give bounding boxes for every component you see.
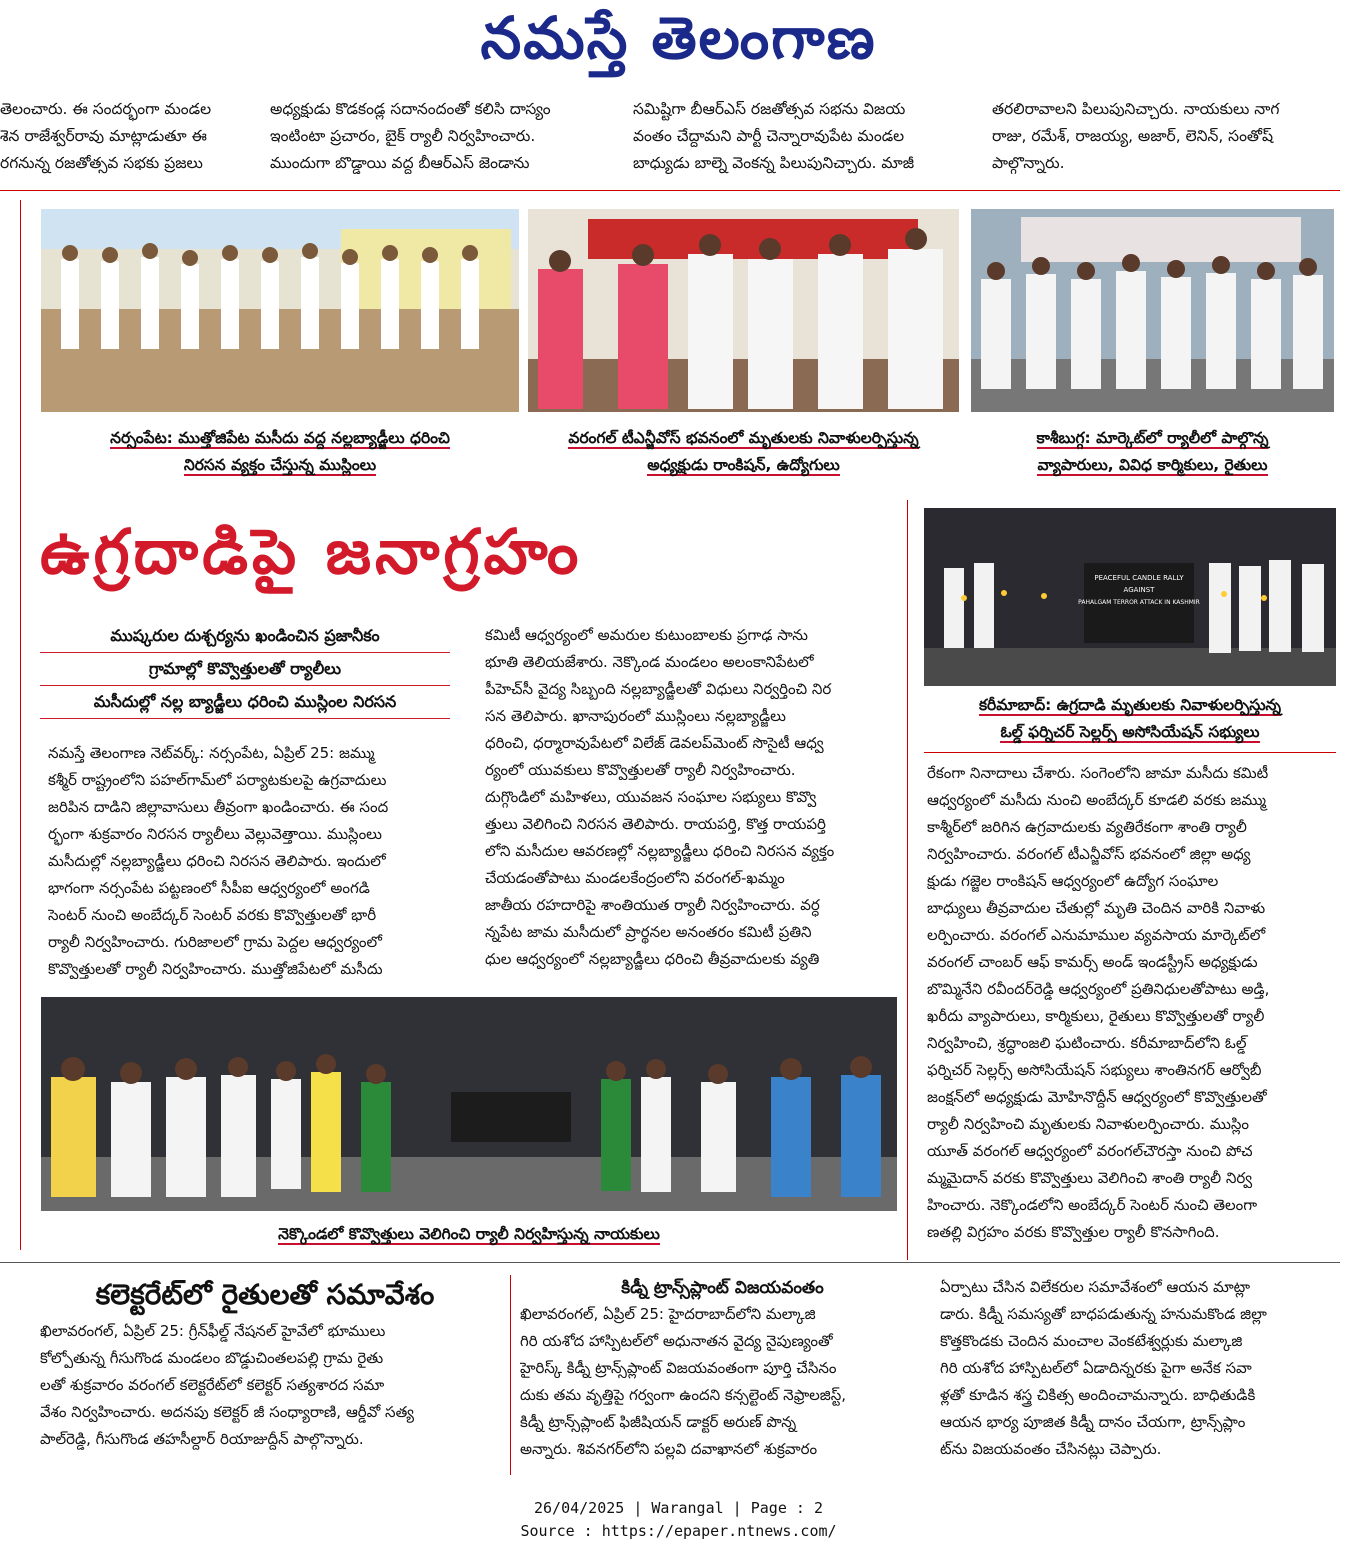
caption-photo-1 — [41, 425, 519, 479]
text-line: కొత్తకొండకు చెందిన మంచాల వెంకటేశ్వర్లుకు మల్కాజి — [940, 1332, 1243, 1350]
main-col-3 — [927, 760, 1337, 1246]
text-line: బాధ్యులు తీవ్రవాదుల చేతుల్లో మృతి చెందిన వారికి నివాళు — [927, 899, 1266, 917]
text-line: నిర్వహించారు. వరంగల్ టీఎన్జీవోస్ భవనంలో జిల్లా అధ్య — [927, 845, 1251, 863]
top-col-4 — [992, 96, 1337, 177]
text-line: నిర్వహించి, శ్రద్ధాంజలి ఘటించారు. కరీమాబాద్‌లోని ఓల్డ్ — [927, 1034, 1247, 1052]
text-line: మ్మమైదాన్ వరకు కొవ్వొత్తులు వెలిగించి శాంతి ర్యాలీ నిర్వ — [927, 1169, 1253, 1187]
caption-nekkonda-rally — [41, 1221, 897, 1248]
photo-mosque-protest — [41, 209, 519, 412]
text-line: ర్యాలీ నిర్వహించారు. గురిజాలలో గ్రామ పెద్దల ఆధ్వర్యంలో — [48, 933, 382, 951]
text-line: భాగంగా నర్సంపేట పట్టణంలో సీపీఐ ఆధ్వర్యంలో అంగడి — [48, 879, 370, 897]
caption-photo-3 — [971, 425, 1334, 479]
text-line: ఖిలావరంగల్, ఏప్రిల్ 25: హైదరాబాద్‌లోని మల్కాజి — [520, 1305, 816, 1323]
text-line: చేయడంతోపాటు మండలకేంద్రంలోని వరంగల్-ఖమ్మం — [485, 869, 785, 887]
text-line: గిరి యశోద హాస్పిటల్‌లో అధునాతన వైద్య నైపుణ్యంతో — [520, 1332, 833, 1350]
text-line: అన్నారు. శివనగర్‌లోని పల్లవి దవాఖానలో శుక్రవారం — [520, 1440, 818, 1458]
photo-image — [528, 209, 959, 412]
text-line: ఇంటింటా ప్రచారం, బైక్ ర్యాలీ నిర్వహించారు. — [270, 127, 536, 145]
text-line: కశ్మీర్ రాష్ట్రంలోని పహల్‌గామ్‌లో పర్యాటకులపై ఉగ్రవాదులు — [48, 771, 387, 789]
photo-nekkonda-rally — [41, 997, 897, 1211]
top-col-1 — [0, 96, 245, 177]
text-line: కొవ్వొత్తులతో ర్యాలీ నిర్వహించారు. ముత్తోజిపేటలో మసీదు — [48, 960, 383, 978]
text-line: క్షుడు గజ్జెల రాంకిషన్ ఆధ్వర్యంలో ఉద్యోగ సంఘాల — [927, 872, 1219, 890]
article-left-body — [40, 1318, 500, 1453]
banner-line: PEACEFUL CANDLE RALLY — [1094, 574, 1184, 582]
main-headline: ఉగ్రదాడిపై జనాగ్రహం — [40, 515, 583, 588]
caption-line: నర్సంపేట: ముత్తోజిపేట మసీదు వద్ద నల్లబ్యాడ్జీలు ధరించి — [110, 429, 450, 447]
text-line: ఖరీదు వ్యాపారులు, కార్మికులు, రైతులు కొవ్వొత్తులతో ర్యాలీ — [927, 1007, 1265, 1025]
text-line: జరిపిన దాడిని జిల్లావాసులు తీవ్రంగా ఖండించారు. ఈ సంద — [48, 798, 389, 816]
divider — [924, 752, 1336, 753]
text-line: వంతం చేద్దామని పార్టీ చెన్నారావుపేట మండల — [633, 127, 905, 145]
divider — [510, 1275, 511, 1475]
caption-line: నెక్కొండలో కొవ్వొత్తులు వెలిగించి ర్యాలీ నిర్వహిస్తున్న నాయకులు — [278, 1225, 660, 1243]
text-line: తెలంచారు. ఈ సందర్భంగా మండల — [0, 100, 212, 118]
caption-line: కాశీబుగ్గ: మార్కెట్‌లో ర్యాలీలో పాల్గొన్న — [1036, 429, 1269, 447]
text-line: ర్యాలీ నిర్వహించి మృతులకు నివాళులర్పించారు. ముస్లిం — [927, 1115, 1250, 1133]
text-line: హించారు. నెక్కొండలోని అంబేద్కర్ సెంటర్ నుంచి తెలంగా — [927, 1196, 1258, 1214]
text-line: బాధ్యుడు బాల్నె వెంకన్న పిలుపునిచ్చారు. మాజీ — [633, 154, 915, 172]
text-line: సెంటర్ నుంచి అంబేద్కర్ సెంటర్ వరకు కొవ్వొత్తులతో భారీ — [48, 906, 377, 924]
text-line: రేకంగా నినాదాలు చేశారు. సంగెంలోని జామా మసీదు కమిటీ — [927, 764, 1269, 782]
caption-line: వరంగల్ టీఎన్జీవోస్ భవనంలో మృతులకు నివాళులర్పిస్తున్న — [568, 429, 919, 447]
caption-photo-2 — [528, 425, 959, 479]
top-col-2 — [270, 96, 610, 177]
text-line: ణతల్లి విగ్రహం వరకు కొవ్వొత్తుల ర్యాలీ కొనసాగింది. — [927, 1223, 1220, 1241]
text-line: హైరిస్క్ కిడ్నీ ట్రాన్స్‌ప్లాంట్ విజయవంతంగా పూర్తి చేసినం — [520, 1359, 837, 1377]
caption-candle-rally — [924, 692, 1336, 746]
text-line: సన తెలిపారు. ఖానాపురంలో ముస్లింలు నల్లబ్యాడ్జీలు — [485, 707, 786, 725]
text-line: జంక్షన్‌లో అధ్యక్షుడు మోహినొద్దీన్ ఆధ్వర్యంలో కొవ్వొత్తులతో — [927, 1088, 1267, 1106]
text-line: పాల్‌రెడ్డి, గీసుగొండ తహసీల్దార్ రియాజుద్దీన్ పాల్గొన్నారు. — [40, 1430, 364, 1448]
text-line: పాల్గొన్నారు. — [992, 154, 1065, 172]
subhead: ముష్కరుల దుశ్చర్యను ఖండించిన ప్రజానీకం — [40, 620, 450, 653]
divider — [0, 190, 1340, 191]
top-col-3 — [633, 96, 973, 177]
text-line: రగనున్న రజతోత్సవ సభకు ప్రజలు — [0, 154, 203, 172]
text-line: దుకు తమ వృత్తిపై గర్వంగా ఉందని కన్సల్టెంట్ నెఫ్రాలజిస్ట్, — [520, 1386, 847, 1404]
text-line: సమిష్టిగా బీఆర్‌ఎస్ రజతోత్సవ సభను విజయ — [633, 100, 906, 118]
text-line: జాతీయ రహదారిపై శాంతియుత ర్యాలీ నిర్వహించారు. వర్ధ — [485, 896, 820, 914]
main-col-1 — [48, 740, 473, 983]
text-line: కోల్పోతున్న గీసుగొండ మండలం బొడ్డుచింతలపల్లి గ్రామ రైతు — [40, 1349, 384, 1367]
article-right-col-2 — [940, 1274, 1337, 1463]
text-line: త్తులు వెలిగించి నిరసన తెలిపారు. రాయపర్తి, కొత్త రాయపర్తి — [485, 815, 826, 833]
text-line: ళ్లతో కూడిన శస్త్ర చికిత్స అందించామన్నారు. బాధితుడికి — [940, 1386, 1256, 1404]
text-line: లర్పించారు. వరంగల్ ఎనుమాముల వ్యవసాయ మార్కెట్‌లో — [927, 926, 1266, 944]
masthead-title: నమస్తే తెలంగాణ — [480, 3, 877, 72]
text-line: రాజు, రమేశ్, రాజయ్య, అజార్, లెనిన్, సంతోష్ — [992, 127, 1274, 145]
divider — [0, 1262, 1340, 1263]
text-line: ముందుగా బొడ్డాయి వద్ద బీఆర్‌ఎస్ జెండాను — [270, 154, 530, 172]
text-line: కమిటీ ఆధ్వర్యంలో అమరుల కుటుంబాలకు ప్రగాఢ సాను — [485, 626, 808, 644]
banner-line: PAHALGAM TERROR ATTACK IN KASHMIR — [1078, 599, 1200, 606]
subheads — [40, 620, 450, 719]
text-line: ర్యంలో యువకులు కొవ్వొత్తులతో ర్యాలీ నిర్వహించారు. — [485, 761, 796, 779]
photo-image — [41, 997, 897, 1211]
caption-line: ఓల్డ్ ఫర్నిచర్ సెల్లర్స్ అసోసియేషన్ సభ్యులు — [1000, 723, 1260, 741]
subhead: మసీదుల్లో నల్ల బ్యాడ్జీలు ధరించి ముస్లింల నిరసన — [40, 686, 450, 719]
text-line: డారు. కిడ్నీ సమస్యతో బాధపడుతున్న హనుమకొండ జిల్లా — [940, 1305, 1267, 1323]
masthead — [0, 0, 1357, 90]
text-line: పీహెచ్‌సీ వైద్య సిబ్బంది నల్లబ్యాడ్జీలతో విధులు నిర్వర్తించి నిర — [485, 680, 832, 698]
photo-candle-rally — [924, 508, 1336, 686]
photo-image — [971, 209, 1334, 412]
caption-line: వ్యాపారులు, వివిధ కార్మికులు, రైతులు — [1037, 456, 1268, 474]
text-line: బొమ్మినేని రవీందర్‌రెడ్డి ఆధ్వర్యంలో ప్రతినిధులతోపాటు అడ్తి, — [927, 980, 1270, 998]
subhead: గ్రామాల్లో కొవ్వొత్తులతో ర్యాలీలు — [40, 653, 450, 686]
text-line: భూతి తెలియజేశారు. నెక్కొండ మండలం అలంకానిపేటలో — [485, 653, 814, 671]
text-line: కాశ్మీర్‌లో జరిగిన ఉగ్రవాదులకు వ్యతిరేకంగా శాంతి ర్యాలీ — [927, 818, 1247, 836]
text-line: ఆయన భార్య పూజిత కిడ్నీ దానం చేయగా, ట్రాన్స్‌ప్లాం — [940, 1413, 1246, 1431]
footer-source-line[interactable]: Source : https://epaper.ntnews.com/ — [520, 1522, 837, 1540]
text-line: లతో శుక్రవారం వరంగల్ కలెక్టరేట్‌లో కలెక్టర్ సత్యశారద సమా — [40, 1376, 385, 1394]
divider — [20, 200, 21, 1250]
banner-line: AGAINST — [1123, 586, 1155, 594]
photo-image — [924, 508, 1336, 686]
text-line: ట్‌ను విజయవంతం చేసినట్లు చెప్పారు. — [940, 1440, 1162, 1458]
text-line: కిడ్నీ ట్రాన్స్‌ప్లాంట్ ఫిజీషియన్ డాక్టర్ అరుణ్ పొన్న — [520, 1413, 797, 1431]
text-line: ఏర్పాటు చేసిన విలేకరుల సమావేశంలో ఆయన మాట్లా — [940, 1278, 1251, 1296]
text-line: దుగ్గొండిలో మహిళలు, యువజన సంఘాల సభ్యులు కొవ్వొ — [485, 788, 817, 806]
text-line: తరలిరావాలని పిలుపునిచ్చారు. నాయకులు నాగ — [992, 100, 1280, 118]
photo-image — [41, 209, 519, 412]
article-title: కిడ్నీ ట్రాన్స్‌ప్లాంట్ విజయవంతం — [621, 1278, 824, 1298]
main-col-2 — [485, 622, 897, 973]
text-line: నమస్తే తెలంగాణ నెట్‌వర్క్: నర్సంపేట, ఏప్రిల్ 25: జమ్ము — [48, 744, 375, 762]
text-line: ఫర్నిచర్ సెల్లర్స్ అసోసియేషన్ సభ్యులు శాంతినగర్ ఆర్వోబీ — [927, 1061, 1262, 1079]
text-line: న్నపేట జామ మసీదులో ప్రార్థనల అనంతరం కమిటీ ప్రతిని — [485, 923, 812, 941]
article-right-col-1 — [520, 1301, 925, 1463]
caption-line: అధ్యక్షుడు రాంకిషన్, ఉద్యోగులు — [647, 456, 840, 474]
text-line: యూత్ వరంగల్ ఆధ్వర్యంలో వరంగల్‌చౌరస్తా నుంచి పోచ — [927, 1142, 1253, 1160]
text-line: లోని మసీదుల ఆవరణల్లో నల్లబ్యాడ్జీలు ధరించి నిరసన వ్యక్తం — [485, 842, 835, 860]
text-line: వరంగల్ చాంబర్ ఆఫ్ కామర్స్ అండ్ ఇండస్ట్రీస్ అధ్యక్షుడు — [927, 953, 1258, 971]
text-line: గిరి యశోద హాస్పిటల్‌లో ఏడాదిన్నరకు పైగా అనేక సవా — [940, 1359, 1252, 1377]
text-line: అధ్యక్షుడు కొడకండ్ల సదానందంతో కలిసి దాస్యం — [270, 100, 551, 118]
photo-tngos-tribute — [528, 209, 959, 412]
text-line: ఖిలావరంగల్, ఏప్రిల్ 25: గ్రీన్‌ఫీల్డ్ నేషనల్ హైవేలో భూములు — [40, 1322, 386, 1340]
text-line: ధరించి, ధర్మారావుపేటలో విలేజ్ డెవలప్‌మెంట్ సొసైటీ ఆధ్వ — [485, 734, 824, 752]
text-line: ర్భంగా శుక్రవారం నిరసన ర్యాలీలు వెల్లువెత్తాయి. ముస్లింలు — [48, 825, 382, 843]
text-line: శెన రాజేశ్వర్‌రావు మాట్లాడుతూ ఈ — [0, 127, 207, 145]
caption-line: నిరసన వ్యక్తం చేస్తున్న ముస్లింలు — [183, 456, 377, 474]
article-title: కలెక్టరేట్‌లో రైతులతో సమావేశం — [95, 1278, 435, 1311]
caption-line: కరీమాబాద్: ఉగ్రదాడి మృతులకు నివాళులర్పిస్తున్న — [978, 696, 1282, 714]
photo-kasibugga-rally — [971, 209, 1334, 412]
text-line: ధుల ఆధ్వర్యంలో నల్లబ్యాడ్జీలు ధరించి తీవ్రవాదులకు వ్యతి — [485, 950, 820, 968]
divider — [907, 500, 908, 1260]
text-line: మసీదుల్లో నల్లబ్యాడ్జీలు ధరించి నిరసన తెలిపారు. ఇందులో — [48, 852, 386, 870]
footer-date-line: 26/04/2025 | Warangal | Page : 2 — [534, 1499, 823, 1517]
text-line: ఆధ్వర్యంలో మసీదు నుంచి అంబేద్కర్ కూడలి వరకు జమ్ము — [927, 791, 1266, 809]
text-line: వేశం నిర్వహించారు. అదనపు కలెక్టర్ జీ సంధ్యారాణి, ఆర్డీవో సత్య — [40, 1403, 415, 1421]
